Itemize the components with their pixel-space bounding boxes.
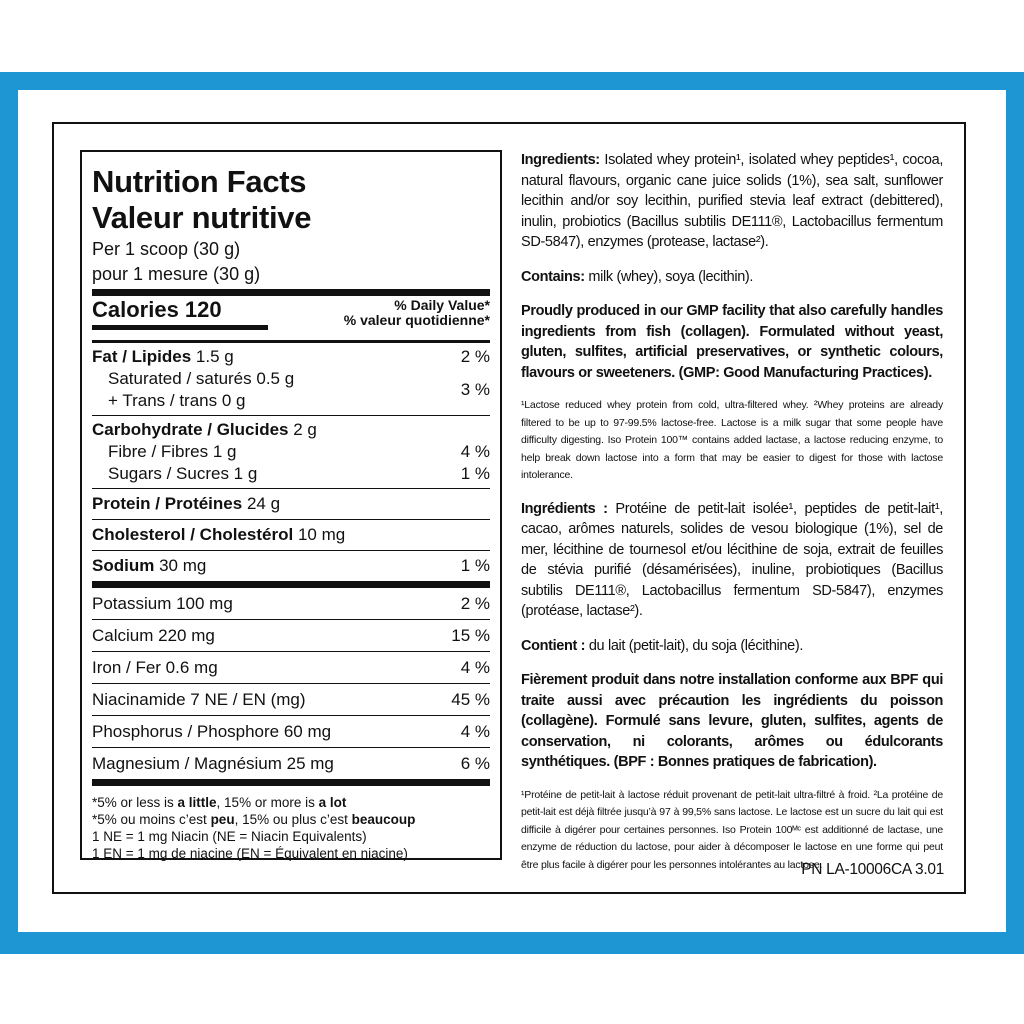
rule-heavy (92, 581, 490, 588)
proudly-produced-en (521, 301, 943, 383)
contains-en-heading: Contains: (521, 268, 585, 285)
vitamin-pct: 6 % (460, 754, 490, 773)
protein-label: Protein / Protéines (92, 494, 243, 513)
cholesterol-row (92, 520, 490, 550)
saturated-row (92, 368, 490, 390)
nf-title-fr: Valeur nutritive (92, 200, 312, 235)
part-number: PN LA-10006CA 3.01 (801, 861, 944, 878)
dv-header-fr: % valeur quotidienne* (343, 312, 490, 328)
carb-group (92, 416, 490, 488)
carb-row (92, 419, 490, 441)
footnote-text: *5% or less is (92, 795, 178, 810)
sodium-row (92, 551, 490, 581)
protein-amount: 24 g (246, 494, 281, 513)
calories-row (92, 296, 490, 340)
footnotes-en: ¹Lactose reduced whey protein from cold, ultra-filtered whey. ²Whey proteins are already filtered to be up to 97-99.5% lactose-free. Lactose is a milk sugar that some people have difficulty digesting. Iso Protein 100™ contains added lactase, a lactose reducing enzyme, to help break down lactose into a form that may be easier to digest for those with lactose intolerance. (521, 399, 943, 481)
carb-amount: 2 g (293, 420, 317, 439)
proudly-fr-body: dans notre installation conforme aux BPF qui traite aussi avec précaution les ingrédients du poisson (collagène). Formulé sans levure, gluten, sulfites, agents de conservation, ni colorants, arômes ou édulcorants synthétiques. (BPF : Bonnes pratiques de fabrication). (521, 672, 944, 770)
sodium-amount: 30 mg (159, 556, 207, 575)
vitamin-pct: 45 % (451, 690, 490, 709)
ingredients-en (521, 150, 943, 253)
footnote-fr (92, 811, 490, 828)
sugars-pct: 1 % (460, 464, 490, 483)
contains-fr (521, 636, 943, 657)
fat-group (92, 343, 490, 415)
footnote-emphasis: a little (177, 795, 217, 810)
ingredients-fr (521, 499, 943, 622)
footnote-ne: 1 NE = 1 mg Niacin (NE = Niacin Equivalents) (92, 829, 367, 844)
footnote-text: , 15% ou plus c’est (234, 812, 352, 827)
nf-footnotes (92, 786, 490, 862)
vitamin-pct: 2 % (460, 594, 490, 613)
fibre-pct: 4 % (460, 442, 490, 461)
daily-value-header (344, 298, 490, 328)
contains-en-body: milk (whey), soya (lecithin). (584, 268, 754, 285)
nf-title-en: Nutrition Facts (92, 164, 307, 199)
footnote-emphasis: a lot (318, 795, 347, 810)
vitamin-pct: 15 % (451, 626, 490, 645)
vitamin-pct: 4 % (460, 722, 490, 741)
footnotes-fr: ¹Protéine de petit-lait à lactose réduit provenant de petit-lait ultra-filtré à froid. ²La protéine de petit-lait est déjà filtrée jusqu’à 97 à 99,5% sans lactose. Le lactose est un sucre du lait qui est difficile à digérer pour certaines personnes. Iso Protein 100ᴹᶜ est additionné de lactase, une enzyme de réduction du lactose, pour aider à décomposer le lactose en une forme qui peut être plus facile à digérer pour les personnes intolérantes au lactose. (521, 788, 943, 871)
rule-heavy (92, 289, 490, 296)
sugars-row (92, 463, 490, 485)
vitamin-label: Iron / Fer 0.6 mg (92, 658, 218, 677)
trans-label: + Trans / trans 0 g (108, 391, 246, 410)
cholesterol-amount: 10 mg (297, 525, 346, 544)
fat-label: Fat / Lipides (92, 347, 192, 366)
vitamin-row (92, 588, 490, 619)
rule-heavy (92, 779, 490, 786)
nf-serving-fr: pour 1 mesure (30 g) (92, 264, 261, 284)
vitamin-row (92, 652, 490, 683)
proudly-en-heading: Proudly produced (521, 303, 640, 319)
fibre-row (92, 441, 490, 463)
vitamin-row (92, 684, 490, 715)
proudly-produced-fr (521, 670, 943, 773)
ingredients-fr-body: Protéine de petit-lait isolée¹, peptides de petit-lait¹, cacao, arômes naturels, solides de vesou biologique (1%), sel de mer, lécithine de tournesol et/ou lécithine de soja, extrait de feuilles de stévia purifié (désamérisées), inuline, probiotiques (Bacillus subtilis DE111®, Lactobacillus fermentum SD-5847), enzymes (protéase, lactase²). (521, 500, 943, 619)
vitamin-label: Calcium 220 mg (92, 626, 215, 645)
contains-en (521, 267, 943, 288)
ingredients-column (521, 150, 943, 888)
vitamin-label: Potassium 100 mg (92, 594, 233, 613)
fat-amount: 1.5 g (195, 347, 234, 366)
footnote-text: *5% ou moins c’est (92, 812, 211, 827)
sugars-label: Sugars / Sucres 1 g (108, 464, 258, 483)
contains-fr-heading: Contient : (521, 637, 586, 654)
footnote-en-niacin: 1 EN = 1 mg de niacine (EN = Équivalent en niacine) (92, 846, 408, 861)
blue-frame-top (0, 72, 1024, 90)
ingredients-en-body: Isolated whey protein¹, isolated whey peptides¹, cocoa, natural flavours, organic cane juice solids (1%), sea salt, sunflower lecithin and/or soy lecithin, purified stevia leaf extract (debittered), inulin, probiotics (Bacillus subtilis DE111®, Lactobacillus fermentum SD-5847), enzymes (protease, lactase²). (521, 152, 943, 250)
ingredients-en-heading: Ingredients: (521, 152, 600, 168)
sodium-label: Sodium (92, 556, 155, 575)
vitamin-row (92, 620, 490, 651)
footnote-emphasis: peu (210, 812, 235, 827)
trans-row (92, 380, 490, 412)
fat-pct: 2 % (460, 347, 490, 366)
proudly-fr-heading: Fièrement produit (521, 672, 639, 688)
ingredients-fr-heading: Ingrédients : (521, 500, 608, 517)
sodium-pct: 1 % (460, 556, 490, 575)
vitamin-pct: 4 % (460, 658, 490, 677)
nutrition-facts-table (80, 150, 502, 860)
contains-fr-body: du lait (petit-lait), du soja (lécithine). (585, 637, 804, 654)
vitamin-label: Phosphorus / Phosphore 60 mg (92, 722, 332, 741)
carb-label: Carbohydrate / Glucides (92, 420, 289, 439)
vitamin-row (92, 748, 490, 779)
blue-frame-left (0, 72, 18, 954)
protein-row (92, 489, 490, 519)
proudly-en-body: in our GMP facility that also carefully handles ingredients from fish (collagen). Formulated without yeast, gluten, sulfites, artificial preservatives, or synthetic colours, flavours or sweeteners. (GMP: Good Manufacturing Practices). (521, 303, 943, 381)
vitamin-label: Niacinamide 7 NE / EN (mg) (92, 690, 306, 709)
nf-serving-en: Per 1 scoop (30 g) (92, 239, 241, 259)
dv-header-en: % Daily Value* (394, 297, 490, 313)
fibre-label: Fibre / Fibres 1 g (108, 442, 237, 461)
blue-frame-bottom (0, 932, 1024, 954)
vitamin-label: Magnesium / Magnésium 25 mg (92, 754, 334, 773)
vitamin-row (92, 716, 490, 747)
calories-underline (92, 325, 268, 330)
trans-pct: 3 % (460, 380, 490, 399)
calories-label: Calories 120 (92, 297, 222, 322)
cholesterol-label: Cholesterol / Cholestérol (92, 525, 294, 544)
footnote-emphasis: beaucoup (351, 812, 416, 827)
footnote-text: , 15% or more is (216, 795, 319, 810)
blue-frame-right (1006, 72, 1024, 954)
fat-row (92, 346, 490, 368)
saturated-label: Saturated / saturés 0.5 g (108, 369, 295, 388)
footnote-en (92, 794, 490, 811)
